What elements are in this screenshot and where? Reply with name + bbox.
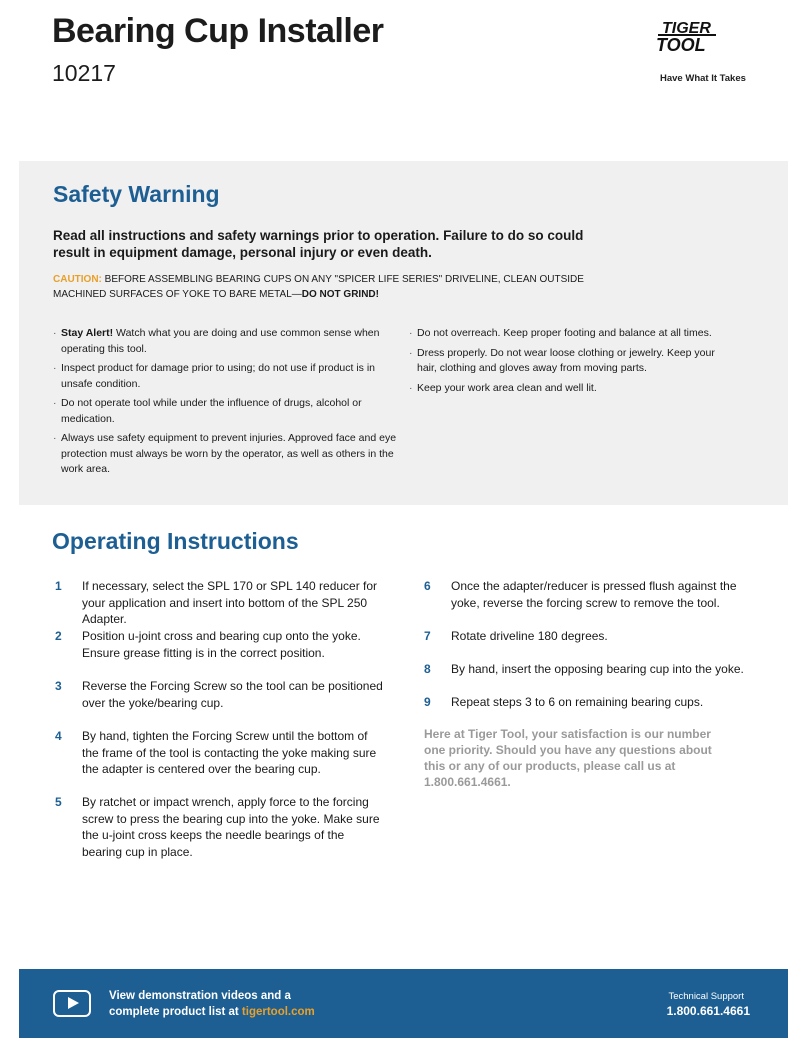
footer-bar [19,969,788,1038]
part-number: 10217 [52,60,116,86]
safety-bullet: · Do not operate tool while under the influence of drugs, alcohol or medication. [53,396,398,427]
safety-bullets-right [409,326,729,400]
step-number: 6 [424,579,431,593]
operating-title: Operating Instructions [52,528,299,554]
step-number: 9 [424,695,431,709]
support-phone[interactable]: 1.800.661.4661 [666,1004,750,1018]
tiger-tool-logo [656,18,756,54]
step-text: Rotate driveline 180 degrees. [451,629,608,643]
footer-line2: complete product list at tigertool.com [109,1006,315,1018]
page-title: Bearing Cup Installer [52,12,384,50]
footer-text [109,988,315,1020]
safety-bullet: · Always use safety equipment to prevent injuries. Approved face and eye protection must always be worn by the operator, as well as others in the work area. [53,431,398,478]
step-number: 4 [55,729,62,743]
step-text: If necessary, select the SPL 170 or SPL 140 reducer for your application and insert into bottom of the SPL 250 Adapter. [82,579,378,627]
caution-emphasis: DO NOT GRIND! [301,289,379,300]
safety-intro: Read all instructions and safety warnings prior to operation. Failure to do so could result in equipment damage, personal injury or even death. [53,228,584,260]
safety-bullet: · Inspect product for damage prior to using; do not use if product is in unsafe condition. [53,361,398,392]
step-text: By hand, insert the opposing bearing cup into the yoke. [451,662,744,676]
caution-text: BEFORE ASSEMBLING BEARING CUPS ON ANY "SPICER LIFE SERIES" DRIVELINE, CLEAN OUTSIDE MACHINED SURFACES OF YOKE TO BARE METAL— [53,274,584,300]
step-text: Position u-joint cross and bearing cup onto the yoke. Ensure grease fitting is in the correct position. [82,629,361,660]
video-play-icon[interactable] [53,990,91,1017]
safety-title: Safety Warning [53,181,220,207]
step-text: By hand, tighten the Forcing Screw until the bottom of the frame of the tool is contacting the yoke making sure the adapter is centered over the bearing cup. [82,729,377,777]
website-link[interactable]: tigertool.com [241,1006,315,1018]
safety-warning-panel [19,161,788,505]
step-number: 8 [424,662,431,676]
step-text: Once the adapter/reducer is pressed flush against the yoke, reverse the forcing screw to remove the tool. [451,579,737,610]
satisfaction-note: Here at Tiger Tool, your satisfaction is our number one priority. Should you have any questions about this or any of our products, please call us at 1.800.661.4661. [424,727,712,789]
logo-line1: TIGER [662,20,711,37]
step-text: By ratchet or impact wrench, apply force to the forcing screw to press the bearing cup into the yoke. Make sure the u-joint cross keeps the needle bearings of the bearing cup in place. [82,795,380,860]
tagline: Have What It Takes [660,73,746,84]
step-text: Repeat steps 3 to 6 on remaining bearing cups. [451,695,704,709]
caution-notice [53,272,613,302]
safety-bullet: · Do not overreach. Keep proper footing and balance at all times. [409,326,729,342]
step-number: 3 [55,679,62,693]
logo-line2: TOOL [656,35,706,54]
safety-bullets-left [53,326,398,482]
step-number: 5 [55,795,62,809]
safety-bullet: · Keep your work area clean and well lit. [409,381,729,397]
step-text: Reverse the Forcing Screw so the tool can be positioned over the yoke/bearing cup. [82,679,383,710]
footer-line1: View demonstration videos and a [109,990,291,1002]
safety-bullet: · Stay Alert! Watch what you are doing and use common sense when operating this tool. [53,326,398,357]
step-number: 1 [55,579,62,593]
caution-label: CAUTION: [53,274,102,285]
support-label: Technical Support [668,991,744,1002]
step-number: 7 [424,629,431,643]
safety-bullet: · Dress properly. Do not wear loose clothing or jewelry. Keep your hair, clothing and gloves away from moving parts. [409,346,729,377]
step-number: 2 [55,629,62,643]
